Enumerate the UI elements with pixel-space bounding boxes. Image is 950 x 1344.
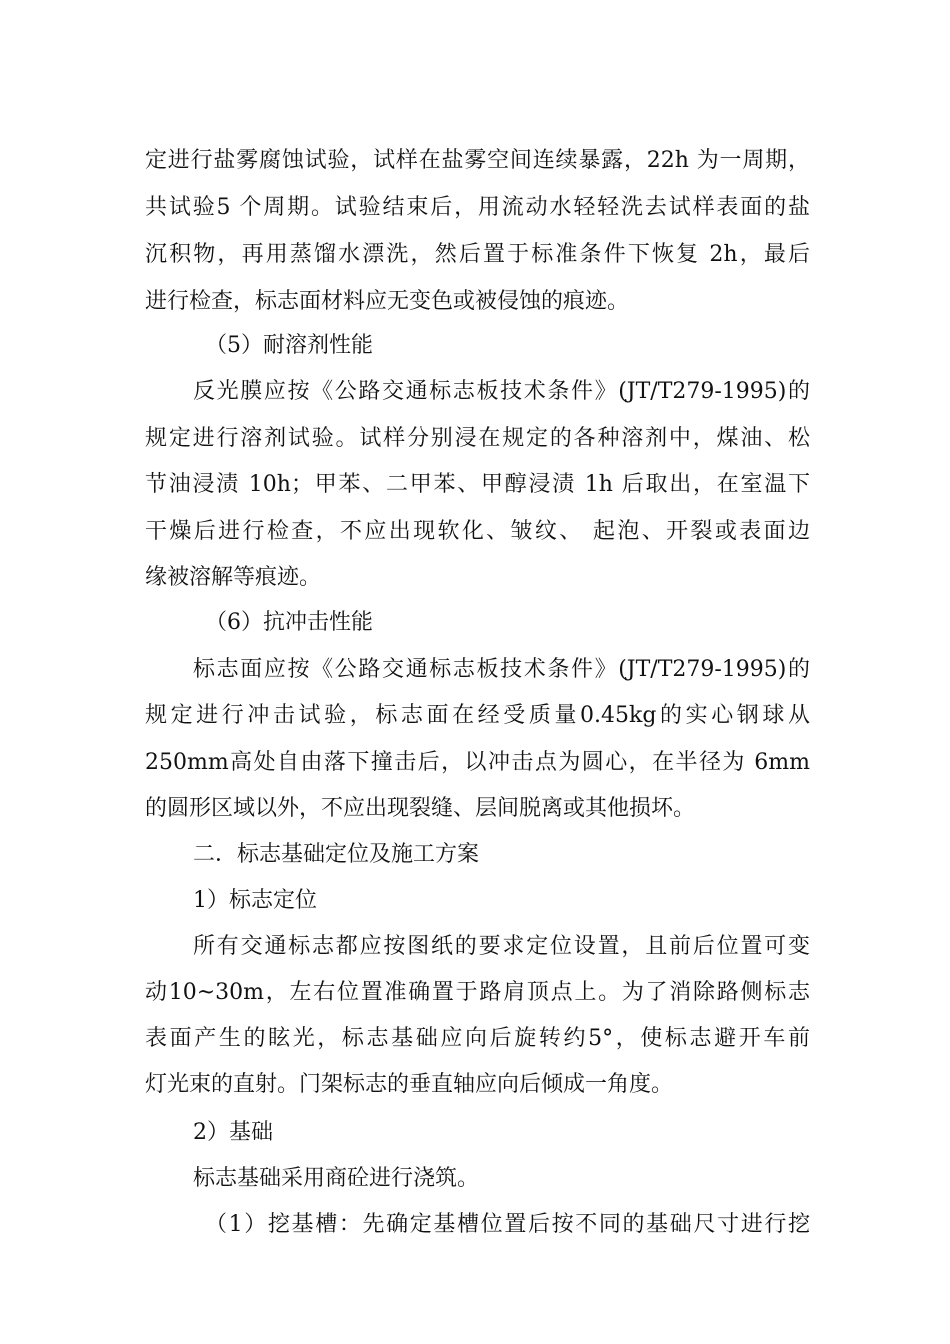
body-text-line: 标志基础采用商砼进行浇筑。	[193, 1166, 480, 1191]
subsection-heading: （5）耐溶剂性能	[205, 333, 373, 358]
body-text-line: 表面产生的眩光，标志基础应向后旋转约5°，使标志避开车前	[145, 1026, 810, 1051]
body-text-line: 所有交通标志都应按图纸的要求定位设置，且前后位置可变	[193, 934, 810, 959]
subsection-heading: （6）抗冲击性能	[205, 610, 373, 635]
body-text-line: 沉积物，再用蒸馏水漂洗，然后置于标准条件下恢复 2h，最后	[145, 242, 810, 267]
body-text-line: 灯光束的直射。门架标志的垂直轴应向后倾成一角度。	[145, 1072, 674, 1097]
body-text-line: 规定进行冲击试验，标志面在经受质量0.45kg的实心钢球从	[145, 703, 810, 728]
body-text-line: 反光膜应按《公路交通标志板技术条件》(JT/T279-1995)的	[193, 379, 810, 404]
subsection-heading: 1）标志定位	[193, 888, 317, 913]
subsection-heading: 2）基础	[193, 1120, 273, 1145]
body-text-line: 动10~30m，左右位置准确置于路肩顶点上。为了消除路侧标志	[145, 980, 810, 1005]
body-text-line: 节油浸渍 10h；甲苯、二甲苯、甲醇浸渍 1h 后取出，在室温下	[145, 472, 810, 497]
body-text-line: 进行检查，标志面材料应无变色或被侵蚀的痕迹。	[145, 289, 630, 314]
body-text-line: 标志面应按《公路交通标志板技术条件》(JT/T279-1995)的	[193, 657, 810, 682]
body-text-line: 共试验5 个周期。试验结束后，用流动水轻轻洗去试样表面的盐	[145, 195, 810, 220]
body-text-line: 干燥后进行检查，不应出现软化、皱纹、 起泡、开裂或表面边	[145, 519, 810, 544]
body-text-line: 缘被溶解等痕迹。	[145, 565, 322, 590]
body-text-line: 规定进行溶剂试验。试样分别浸在规定的各种溶剂中，煤油、松	[145, 426, 810, 451]
body-text-line: 的圆形区域以外，不应出现裂缝、层间脱离或其他损坏。	[145, 796, 696, 821]
body-text-line: 250mm高处自由落下撞击后，以冲击点为圆心，在半径为 6mm	[145, 750, 810, 775]
section-heading: 二．标志基础定位及施工方案	[193, 842, 480, 867]
body-text-line: 定进行盐雾腐蚀试验，试样在盐雾空间连续暴露，22h 为一周期，	[145, 148, 810, 173]
body-text-line: （1）挖基槽：先确定基槽位置后按不同的基础尺寸进行挖	[205, 1212, 810, 1237]
